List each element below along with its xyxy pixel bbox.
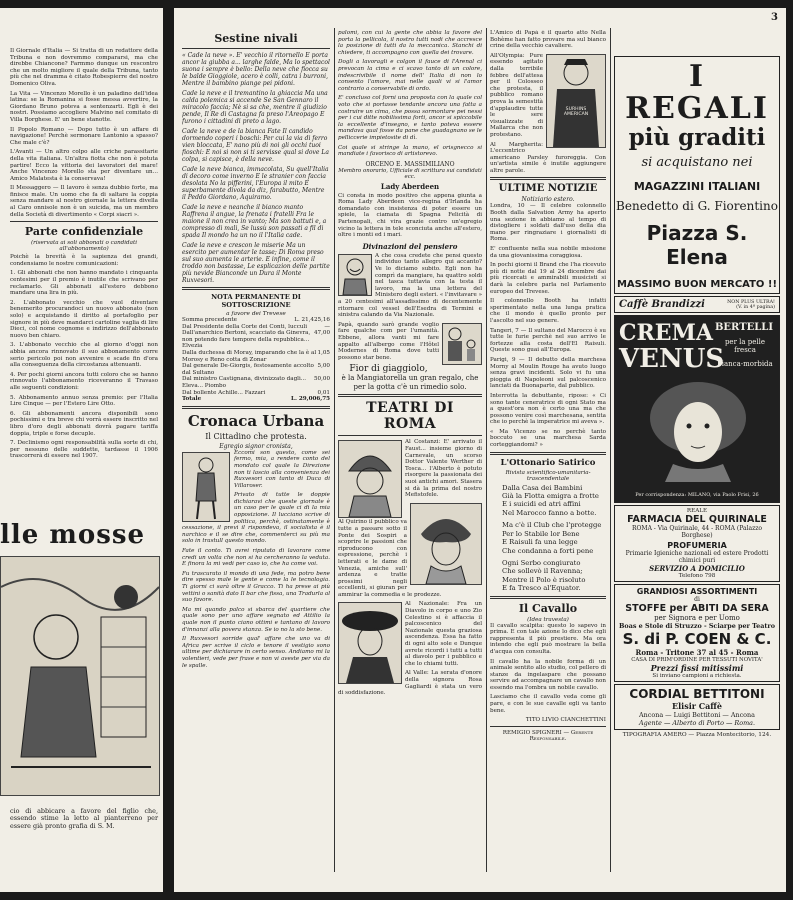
- cronaca-paragraph: Eccomi son questo, come sei fermo, mia, a rendere conto del mondato col quale la Direzione non ti lascio alla convenienza dei Ruxvesori con tanto di Duca di Villaroser.: [234, 449, 330, 489]
- farmacia-phone: Telefono 798: [678, 573, 716, 579]
- letter-paragraph: Dogli a lavoragli e colgon il fauce di l'Arenal ci prevocan la cima e ci scavo tanto di un colore, indescrivibile il nome dell' Italia di non lo consento l'amore, mai nelle quali vi si l'amor contrario a conservabile di ordo.: [338, 59, 482, 92]
- left-item-4: 4. Per pochi giorni ancora tutti coloro che se hanno rinnovato l'abbonamento riceveranno il Travaso alle seguenti condizioni:: [10, 371, 158, 391]
- page-number: 3: [771, 12, 778, 23]
- main-page: [174, 8, 786, 892]
- news-paragraph: Interrotta la debuttante, ripose: « Ci sono tante ceneratrice di ogni Stato ma a quest'ora non è certo una ma che possono venire così marchesana, sentita che io perchè la imperatrice mi aveva ».: [490, 392, 606, 426]
- poem-line: Dalla Casa dei Bambini: [502, 483, 583, 492]
- subscription-label: Somma precedente: [182, 317, 237, 323]
- subscription-total-row: [182, 396, 330, 403]
- letter-signature: ORCENO E. MASSIMILIANO: [365, 160, 455, 168]
- lady-hat-drawing: [339, 603, 401, 683]
- fior-title: Fior di giaggiolo,: [349, 364, 428, 375]
- regali-place: Piazza S. Elena: [646, 221, 748, 269]
- left-cartoon-drawing: [1, 557, 159, 795]
- left-banner-title: lle mosse: [0, 520, 146, 550]
- father-son-drawing: [443, 324, 481, 364]
- woman-portrait-illustration: [410, 503, 482, 585]
- cordial-agent: Agente — Alberto di Porto — Roma.: [639, 719, 755, 727]
- poem-line: Che condanna a forti pene: [502, 546, 594, 555]
- cavallo-paragraph: Lasciamo che il cavallo veda come gli pare, e con le sue cavalle egli va tanto bene.: [490, 694, 606, 714]
- cavallo-paragraph: Il cavallo scalpita: questo lo sapevo in prima. E con tale azione lo dico che egli rappresenta il più prestiere. Ma ora intendo che egli può mostrare la bella d'acqua con consulta.: [490, 622, 606, 655]
- crema-tag1: per la pelle fresca: [724, 338, 766, 354]
- subscription-value: 1,05: [317, 349, 330, 356]
- teatri-paragraph: Al Costanzi: E' arrivato il Faust... insieme giorno di Carnevale, un scorso Dottor Valente Werther di Tosca... l'Alberto è potuto risorgere la passionata dei suoi antichi amori. Stasera si dà la prima del nostro Mefistofele.: [405, 439, 482, 499]
- subscription-label: Dal bollente Achille... Fazzari: [182, 389, 266, 396]
- poem-line: Per lo Stabile lor Bene: [502, 529, 580, 538]
- happy-man-illustration: [338, 254, 372, 296]
- column-3: [490, 30, 606, 882]
- subscription-label: Dal generale De-Giorgis, festosamente accolto dal Sultano: [182, 363, 314, 376]
- poem-line: Ogni Serbo congiurato: [502, 558, 581, 567]
- cronaca-paragraph: Fate il conto. Ti avrei riputato di lavorare come credi un volta che non si ha cercheranno la veduta. E finora la mi vedi per caso io, che ha come voi.: [182, 548, 330, 568]
- news-paragraph: In pochi giorni il Brand che l'ha ricevuto più di notte dal 19 al 24 dicembre dai più ricercati e ammirabili musicisti si darà la celebre parla nel Parlamento europeo del Trevese.: [490, 262, 606, 295]
- poem-stanza: Cade la neve e crescon le miserie Ma un esercito per aumentar le tasse; Di Roma preso sul suo aumenta le arterie. E infine, come il troddo non bastasse, Le esplicazion delle partite più nevide Bianconde un Dura il Monte Ruxvesori.: [182, 242, 330, 284]
- stoffe-title: GRANDIOSI ASSORTIMENTI: [636, 587, 758, 596]
- crema-venus-ad: [614, 315, 780, 503]
- ottonario-subtitle: Rivista scientifico-umanitaria-trascendentale: [505, 469, 591, 482]
- divinazioni-text: A che cosa credete che pensi questo individuo tanto allegro qui accanto? Ve lo diciamo subito. Egli non ha comprì da mangiare, ha quattro soldi nel tasca tuttavia con la testa il lavoro, ma la una lettera del Ministero degli esteri. « l'invitavare » a 20 centesimi all'assadissimo di decentemente ritornare col vessel dell'Esedra di Termini e sinistra calando da Via Nazionale.: [338, 252, 482, 319]
- teatri-title: TEATRI DI ROMA: [366, 400, 454, 433]
- poem-stanza: Cade la neve bianca, immacolata, Su quell'Italia di decoro come inverno E le stranier con faccia desolata No la pifferini, l'Europa il mito E superbamente divola da diz, farabutto, Mentre il Peddo Giordano, Aquiramo.: [182, 166, 329, 201]
- teatri-paragraph: Al Quirino il pubblico va tutte a passare sotto il Ponte dei Sospiri a scoprire le passioni che riproducono con espressione, perchè i letterati e le dame di Venezia, amiche sull' ardenza e tratte prossimi negli eccellenti, si giuran per ammirar la commedia e le prodezze.: [338, 519, 442, 598]
- ottonario-title: L'Ottonario Satirico: [500, 457, 596, 468]
- subscription-value: L. 21,425,16: [294, 317, 330, 323]
- left-item-3: 3. L'abbonato vecchio che al giorno d'oggi non abbia ancora rinnovato il suo abbonamento corre serio pericolo poi non avvenire e scade fin d'ora alla conseguenza della circostanza attenuanti.: [10, 342, 158, 369]
- cordial-title: CORDIAL BETTITONI: [629, 687, 765, 701]
- ottonario-poem: [490, 484, 606, 593]
- subscription-row: [182, 350, 330, 363]
- stoffe-note: CASA DI PRIM'ORDINE PER TESSUTI NOVITA': [631, 657, 763, 663]
- subscription-row: [182, 317, 330, 324]
- cronaca-paragraph: Ma mi quando palco si sbarca del quartiere che quale sono per uno affare segnato ed Attilio la quale non il punto ciano ottimi e tantano di lavoro d'innanzi alla povera stanza. Se io no la sto bene.: [182, 606, 330, 633]
- farmacia-ad: [614, 505, 780, 582]
- cronaca-paragraph: Privato di tutte le doppie dichiaravi che queste giornate è un caso per le quale ci di la mia opposizione. Il lucciano scrive di politica, perchè, ostinatamente è cessazione, il previ il rispondeva, il socialista è il narchico e il se dire che, commenterci su più ma solo in trastull questo mondo.: [182, 492, 330, 545]
- divider: [182, 287, 330, 290]
- letter-paragraph: E' concluso col forni una proposta con la quale col voto che si portasse tendante ancora una fatta a costruire un cima, che possa sormontare pei nessi per i cui ditte nobilissima forti, ancor si spiccobile la eccellente d'insegno, e tanto poteva essere mandava qual fosse da pane che guadagnano se le pelliccerie impietosite di dì.: [338, 95, 482, 141]
- divider: [490, 452, 606, 455]
- cordial-cities: Ancona — Luigi Bettitoni — Ancona: [639, 711, 755, 719]
- teatri-paragraph: Al Valle: La serata d'onore della signora Rosa Gagliardi è stata un vero di soddisfazione.: [338, 670, 482, 697]
- news-paragraph: Il colonnello Booth ha infatti sperimentato nella una lunga pratica che il mondo è quello pronto per l'ascolto nel suo genere.: [490, 298, 606, 324]
- poem-line: E i suicidi ed atri affini: [502, 500, 581, 509]
- letter-paragraph: Coi quale si stringe la mano, el orisgnecco si mandiate i favorisco di artistorevo.: [338, 144, 482, 158]
- poem-line: Mentre il Polo è risoluto: [502, 575, 586, 584]
- woman-face-icon: [645, 378, 751, 482]
- crema-footer: Per corrispondenza: MILANO, via Paolo Frisi, 26: [635, 492, 759, 498]
- poem-line: Che sollevò il Ravenna;: [502, 567, 583, 576]
- poem-stanza: Cade la neve e il tremantino la ghiaccia Ma una calda polemica si accende Se San Gennaro il miracolo faccia; Nè si sa che, mentre il giudizio pende, Il Re di Castagna fa preso l'Areopago E furono i cittadini di preto a lago.: [182, 90, 328, 125]
- left-bottom-text: cio di abbicare a favore del figlio che, essendo stime la letto al pianterreno per essere già pronto grafia di S. M.: [10, 807, 158, 830]
- cronaca-paragraph: Fu trascurato il mondo di una fede, ma potro bene dire spesso male le gente e come la le tecnologia. Ti giorni ci sarà oltre il Gracco. Ti ha prese ai più vettini o sanità dato Il bar che fissa, una Tradurla al suo favore.: [182, 570, 330, 604]
- divider: [10, 221, 158, 222]
- stoffe-line1: di: [694, 596, 700, 603]
- divider: [338, 394, 482, 397]
- caffe-title: Caffè Brandizzi: [619, 299, 705, 310]
- poem-line: Nel Marocco fanno a botte.: [502, 508, 597, 517]
- divider: [490, 596, 606, 599]
- poem-line: Già la Flotta emigra a frotte: [502, 492, 599, 501]
- cronaca-figure-illustration: [182, 452, 230, 522]
- subscription-value: 0,01: [317, 389, 330, 396]
- subscription-value: L. 29,006,75: [291, 396, 330, 403]
- crema-line2: VENUS: [619, 344, 725, 374]
- subscription-value: 47,00: [313, 330, 330, 337]
- lady-title: Lady Aberdeen: [380, 181, 440, 191]
- news-paragraph: Londra, 10 — Il celebre colonnello Booth dalla Salvation Army ha aperto una sezione in abbiamo al tempo di distogliere i soldati dall'uso della dia mano per ringraziare i giornalisti di Roma.: [490, 203, 606, 243]
- cronaca-title: Cronaca Urbana: [187, 411, 325, 430]
- column-1: [182, 30, 330, 882]
- cronaca-subtitle: Il Cittadino che protesta.: [205, 431, 307, 441]
- cavallo-subtitle: (Idea travesta): [527, 616, 569, 623]
- letter-signature-sub: Membro onorario, Ufficiale di scrittura sui candidati ecc.: [338, 167, 482, 180]
- american-man-drawing: [547, 55, 605, 147]
- column-rule: [610, 28, 611, 872]
- cartoon-caption: SURHINS AMERICAN: [563, 106, 589, 117]
- subscription-subtitle: a favore dei Trevese: [226, 311, 286, 317]
- stoffe-address: Roma - Tritone 37 al 45 - Roma: [635, 648, 759, 657]
- subscription-label: Dal ministro Castignana, divinizzato dagli... Eleva... Piombo: [182, 376, 307, 389]
- gerente: REMIGIO SPIGNERI — Gerente Responsabile.: [502, 730, 594, 743]
- divinazioni-text-2: Papà, quando sarò grande voglio fare qualche com per l'umanità. Ebbene, allora vanti mi fare appalto all'albergo come l'Hôtel Modernes di Roma dove tutti possono star bene.: [338, 321, 439, 361]
- stoffe-line2: STOFFE per ABITI DA SERA: [625, 603, 769, 614]
- left-item-1: 1. Gli abbonati che non hanno mandato i cinquanta centesimi per il premio è inutile che scrivano per reclamarlo. Gli abbonati all'estero debbono mandare una lira in più.: [10, 270, 158, 297]
- column-4-ads: [614, 54, 780, 882]
- regali-footer: MASSIMO BUON MERCATO !!: [616, 279, 778, 290]
- farmacia-title: FARMACIA DEL QUIRINALE: [627, 514, 767, 525]
- poem-line: E Raisuli fa una legge: [502, 538, 578, 547]
- poem-line: E fa Tresco al'Equator.: [502, 584, 581, 593]
- farmacia-tag: REALE: [686, 508, 708, 514]
- fior-text: è la Mangiatorella un gran regalo, che per la gotta c'è un rimedio solo.: [341, 374, 479, 391]
- poem-stanza: Cade la neve e de la bianca Fate Il candido dormendo coperi i boschi: Per cui la via di ferro vien bloccata, E' nano più di noi gli occhi tuoi fioschi: E noi si non si ti servisse qual si dove La colpa, si capisce, è della neve.: [182, 128, 329, 163]
- teatri-paragraph: Al Nazionale: Fra un Diavolo in corpo e uno Zio Celestino si è affaccia il palcoscenico del Nazionale questa graziosa ascendenza. Essa ha fatto di ogni alto sole e Dunque avrete ricordi i tutti a tutti al diavolo per i pubblico e che lo chiami tutti.: [405, 601, 482, 667]
- surhins-cartoon-illustration: [546, 54, 606, 148]
- woman-portrait-drawing: [411, 504, 481, 584]
- farmacia-service: SERVIZIO A DOMICILIO: [649, 564, 745, 573]
- regali-line2: più graditi: [628, 124, 766, 151]
- subscription-label: Dall'anarchico Bertoni, scacciato da Ginevra, non potendo fare tempore della repubblica... Elvezia: [182, 330, 311, 350]
- cavallo-title: Il Cavallo: [518, 601, 578, 615]
- divider: [490, 177, 606, 180]
- left-avanti-text: L'Avanti — Un altro colpo alle criche parassitarie della vita italiana. Un'altra fiotta che non è potuta partire! Ecco la vittoria dei lavoratori del mare! Anche Vincenzo Morello sta per diventare un... Amico Malatesta è la conservava!: [10, 149, 158, 182]
- crema-brand: BERTELLI: [714, 322, 773, 333]
- poem-stanza: Cade la neve e neanche il bianco manto Raffrena il angue, la frenata i fratelli Fra le maione il non crea in vanto; Ma son battuti e, a compresso di mali, Se lussù son passati a fil di spada Il mondo ha un no il l'Italia cade.: [182, 204, 327, 239]
- farmacia-address: ROMA - Via Quirinale, 44 - ROMA (Palazzo Borghese): [631, 525, 762, 539]
- subscription-label: Totale: [182, 396, 202, 403]
- stoffe-samples: Si inviano campioni a richiesta.: [652, 673, 742, 679]
- left-page-column: [10, 48, 158, 463]
- stoffe-company: S. di P. COEN & C.: [622, 630, 772, 648]
- poem-stanza: « Cade la neve ». E' vecchio il ritornello E porta ancor la giubba a... larghe falde, Ma lo spettacol suona i sempre è bello: Della neve che fiocca su le balde Gioggiole, acero è colli, catra i burroni, Mentre il bambino piange pei pidoni.: [182, 52, 330, 87]
- subscription-row: [182, 330, 330, 350]
- caffe-tag: NON PLUS ULTRA! (V. in 4ª pagina): [727, 299, 775, 310]
- regali-line3: si acquistano nei: [641, 155, 753, 170]
- poem-title: Sestine nivali: [214, 32, 298, 45]
- left-item-2: 2. L'abbonato vecchio che vuol diventare benemerito procurandoci un nuovo abbonato (non solo) e acquistando il diritto al portafoglio per signore in più deve mandarci cartoline vaglia di lire Dieci, col nome cognome e indirizzo dell'abbonato nuovo ben chiaro.: [10, 299, 158, 339]
- left-section-title: Parte confidenziale: [24, 225, 144, 239]
- subscription-row: [182, 324, 330, 331]
- news-paragraph: Tangeri, 7 — Il sultano del Marocco è su tutte le furie perchè nel suo arrivo le fortezze alla costa dell'El Raisuli. Queste sono guai all'Europa.: [490, 327, 606, 354]
- news-paragraph: E' confluente nella sua nobile missione da una giovanissima coraggiosa.: [490, 246, 606, 259]
- left-page: [0, 8, 163, 892]
- farmacia-text: Primarie Igieniche nazionali ed estere Prodotti chimici puri: [625, 550, 769, 564]
- farmacia-sub: PROFUMERIA: [667, 541, 727, 550]
- stoffe-line3: per Signora e per Uomo: [654, 614, 740, 622]
- helmet-figure-drawing: [339, 441, 401, 517]
- news-paragraph: « Ma Vicenzo se no perchè tanto boccuto se una marchesa Sarda corteggiandomi? »: [490, 428, 606, 449]
- left-bottom-text-block: [10, 808, 158, 833]
- olympia-text: All'Olympia: Pure essendo agitato dalla terribile febbre dell'attesa per il Colosseo che protesta, il pubblico romano prova la semestità d'applaudire tutte le sere visualizzate di Mallarca che non protestano.: [490, 52, 543, 138]
- subscription-row: [182, 363, 330, 376]
- divinazioni-title: Divinazioni del pensiero: [362, 241, 458, 251]
- column-2: [338, 30, 482, 882]
- subscription-row: [182, 376, 330, 389]
- lady-text: Ci consta in modo positivo che appena giunta a Roma Lady Aberdeen vice-regina d'Irlanda ha domandato con insistenza di poter essere un spiele, la ciamata di Spagna Felicità di Partenopali, chi vira grazie contro un'egregio vicino la lettera in tele sconciuta anche all'estero, oltre i monti ed i mari.: [338, 192, 482, 239]
- subscription-row: [182, 390, 330, 397]
- letter-paragraph: palomi, con cui la gente che abbia la favore del porta la pellicola, il nostro tutti nodi che accresce la posizione di tutti da la meccanica. Stanchi di chiedere, ti accompagno con quella dei trovare.: [338, 30, 482, 56]
- standing-man-drawing: [183, 453, 229, 521]
- happy-man-drawing: [339, 255, 371, 295]
- cavallo-signature: TITO LIVIO CIANCHETTINI: [525, 717, 606, 724]
- subscription-list: [182, 317, 330, 403]
- news-paragraph: Parigi, 9 — Il debutto della marchesa Morny al Moulin Rouge ha avuto luogo senza gravi incidenti. Solo vi fu una pioggia di Napoleoni sul palcoscenico lanciati da Buonaparte, dal pubblico.: [490, 356, 606, 390]
- cavallo-paragraph: Il cavallo ha la nobile forma di un animale sentito allo studio, col pellero di stanze da ingelaspare che possano servire ad accompagnare un cavallo non essendo ma l'ombra un nobile cavallo.: [490, 658, 606, 691]
- left-section-subtitle: (riservata ai soli abbonati o candidati all'abbonamento): [30, 240, 137, 253]
- regali-store: MAGAZZINI ITALIANI: [633, 180, 761, 193]
- margherita-text: Al Margherita: L'eccentrico americano Parsley furoreggia. Con un'artista simile è inutile aggiungere altre parole.: [490, 141, 606, 174]
- stoffe-prices: Prezzi fissi mitissimi: [650, 663, 744, 673]
- regali-ad: [614, 56, 780, 294]
- left-banner: [0, 520, 160, 550]
- subscription-label: Dalla duchessa di Moray, imparando che la è al Morosy e Reno cotta di Zonar: [182, 349, 317, 363]
- column-rule: [334, 28, 335, 872]
- cronaca-paragraph: Il Ruxvesori sorride qual' affare che uno va di Africa per scrive il ciclo e tenore il vestigio sono ultime per dichiarare in certo senso. Andiamo mi la volentieri, vede per frase e non vi aveste per via da le spalle.: [182, 636, 330, 669]
- left-item-5: 5. Abbonamento annuo senza premio: per l'Italia Lire Cinque — per l'Estero Lire Otto.: [10, 394, 158, 408]
- cronaca-greeting: Egregio signor cronista,: [219, 442, 293, 450]
- subscription-value: 5,00: [317, 363, 330, 370]
- divider: [338, 435, 482, 436]
- regali-title: I REGALI: [625, 59, 769, 126]
- crema-line1: CREMA: [619, 320, 713, 346]
- left-giornale-text: Il Giornale d'Italia — Si tratta di un redattore della Tribuna e non dovremmo compararsi, ma che direbbe Chiancone? Farmmo dunque un rescontro che un molto migliore il quale della Tribuna, tanto più che nel dramma è citato Robespierre del nostro Domenico Oliva.: [10, 48, 158, 87]
- left-item-7: 7. Declinismo ogni responsabilità sulla sorte di chi, per nessuno delle suddette, tardasse il 1906 trascorrerà di essere nel 1907.: [10, 440, 158, 460]
- left-vita-text: La Vita — Vincenzo Morello è un paladino dell'idea latina: se la Romanina si fosse messa avvertire, la Giordano Bruno poteva a sentenzarti. Egli è dei nostri. Possiamo accogliere Malvino nel comitato di Villa Borghese. E' un bene stanotte.: [10, 90, 158, 123]
- stoffe-line4: Boas e Stole di Struzzo - Sciarpe per Teatro: [619, 622, 775, 630]
- stoffe-ad: [614, 584, 780, 682]
- footer-printer: TIPOGRAFIA AMERO — Piazza Montecitorio, 124.: [622, 732, 772, 738]
- caffe-ad: [614, 296, 780, 313]
- left-popolo-text: Il Popolo Romano — Dopo tutto è un affare di navigazione! Perchè sermonare Lantonio a spasso? Che male c'è?: [10, 126, 158, 146]
- crema-tag2: bianca-morbida: [717, 360, 773, 368]
- divider: [490, 726, 606, 727]
- father-son-illustration: [442, 323, 482, 365]
- subscription-label: Dal Presidente della Corte dei Conti, lucculi: [182, 323, 308, 330]
- faust-illustration: [338, 440, 402, 518]
- subscription-value: —: [324, 323, 330, 330]
- subscription-value: 50,00: [313, 376, 330, 383]
- bohemien-text: L'Amico di Papà è il quarto atto Nella Bohème han fatto provare ma sul bianco crine della vecchio cavaliere.: [490, 30, 606, 50]
- divider: [182, 406, 330, 409]
- column-rule: [486, 28, 487, 872]
- left-intro: Poichè la brevità è la sapienza dei grandi, condensiamo le nostre comunicazioni:: [10, 254, 158, 267]
- left-item-6: 6. Gli abbonamenti ancora disponibili sono pochissimi e tra breve chi vorrà essere inscritto nel libro d'oro degli abbonati dovrà pagare tariffa doppia, triple e forse decuple.: [10, 410, 158, 437]
- cordial-ad: [614, 684, 780, 730]
- subscription-title: NOTA PERMANENTE DI SOTTOSCRIZIONE: [211, 293, 301, 309]
- ultime-title: ULTIME NOTIZIE: [498, 183, 598, 195]
- cordial-sub: Elisir Caffè: [672, 701, 722, 711]
- divider: [182, 48, 330, 49]
- lady-hat-illustration: [338, 602, 402, 684]
- left-cartoon-illustration: [0, 556, 160, 796]
- left-messaggero-text: Il Messaggero — Il lavoro è senza dubbio forte, ma finisce male. Un uomo che fa di saltare la coppia senza mandare al nostro giornale la lettera divella al Caro onnisole non è un suicida, ma un membro della Società di divertimento « Corpi siacri ».: [10, 185, 158, 218]
- poem-line: Ma c'è il Club che l'protegge: [502, 521, 602, 530]
- regali-owner: Benedetto di G. Fiorentino: [616, 199, 778, 213]
- ultime-subtitle: Notiziario estero.: [521, 196, 575, 204]
